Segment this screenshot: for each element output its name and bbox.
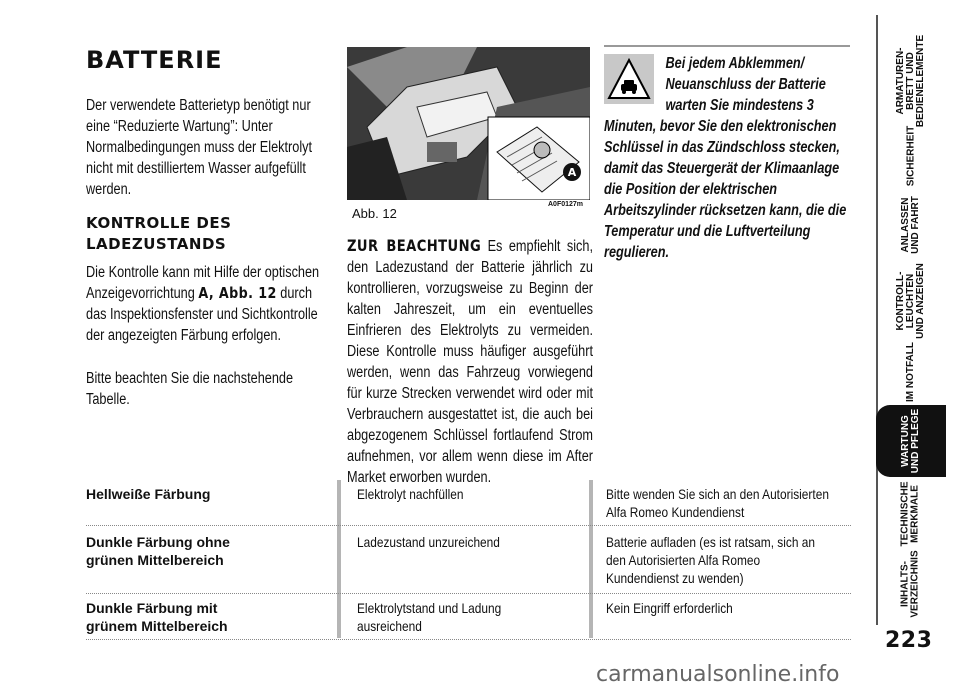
figure-reference: A, Abb. 12 [198,284,277,302]
tab-label: SICHERHEIT [905,125,916,187]
tab-label: INHALTS- VERZEICHNIS [899,550,921,618]
table-row [86,533,851,594]
tab-label: TECHNISCHE MERKMALE [899,481,921,547]
section-title: BATTERIE [86,46,223,74]
attention-text: Es empfiehlt sich, den Ladezustand der Batterie jährlich zu kontrollieren, vorzugsweise zu Beginn der kalten Jahreszeit, um ein eventuelles Einfrieren des Elektrolyts zu vermeiden. Diese Kontrolle muss häufiger ausgeführt werden, wenn das Fahrzeug vorwiegend für kurze Strecken verwendet wird oder mit Verbrauchern ausgestattet ist, die auch bei abgezogenem Schlüssel fortlaufend Strom aufnehmen, vor allem wenn diese im After Market erworben wurden. [347,238,593,486]
table-cell-state: Elektrolytstand und Ladung ausreichend [357,600,502,634]
battery-photo [347,47,590,200]
warning-text [604,53,850,263]
tab-label: IM NOTFALL [905,342,916,402]
table-cell-action: Batterie aufladen (es ist ratsam, sich an den Autorisierten Alfa Romeo Kundendienst zu wenden) [606,534,816,586]
tab-armaturenbrett[interactable] [876,34,946,128]
table-cell-color: Dunkle Färbung mit grünem Mittelbereich [86,600,228,634]
table-cell-action: Bitte wenden Sie sich an den Autorisierten Alfa Romeo Kundendienst [606,486,829,520]
table-row [86,599,851,640]
check-paragraph [86,262,332,346]
watermark: carmanualsonline.info [596,662,840,687]
table-cell-action: Kein Eingriff erforderlich [606,600,733,616]
warning-text-body: Bei jedem Abklemmen/ Neuanschluss der Batterie warten Sie mindestens 3 Minuten, bevor Sie den elektronischen Schlüssel in das Zündschloss stecken, damit das Steuergerät der Klimaanlage die Position der elektrischen Arbeitszylinder rücksetzen kann, die die Temperatur und die Luftverteilung regulieren. [604,55,847,261]
table-cell-state: Ladezustand unzureichend [357,534,500,550]
table-cell-color: Dunkle Färbung ohne grünen Mittelbereich [86,534,230,568]
table-cell-color: Hellweiße Färbung [86,486,211,502]
page-number: 223 [885,628,933,653]
tab-label: KONTROLL- LEUCHTEN UND ANZEIGEN [895,263,926,339]
tab-label: ARMATUREN- BRETT UND BEDIENELEMENTE [895,34,927,128]
warning-top-rule [604,45,850,47]
tab-technische-merkmale[interactable] [876,480,946,548]
subheading-charge-check: KONTROLLE DES LADEZUSTANDS [86,214,232,253]
tab-label: WARTUNG UND PFLEGE [899,408,921,474]
figure-label: Abb. 12 [352,206,397,221]
attention-lead: ZUR BEACHTUNG [347,236,482,255]
tab-sicherheit[interactable] [876,122,946,190]
tab-inhaltsverzeichnis[interactable] [876,550,946,618]
check-text-post: durch das Inspektionsfenster und Sichtkontrolle der angezeigten Färbung erfolgen. [86,285,318,344]
table-row [86,485,851,526]
tab-anlassen[interactable] [876,190,946,260]
figure-code: A0F0127m [548,201,584,208]
attention-paragraph [347,235,593,488]
warning-icon-spacer [604,53,666,116]
tab-kontrollleuchten[interactable] [876,260,946,342]
tab-im-notfall[interactable] [876,342,946,402]
tab-wartung[interactable] [876,405,946,477]
table-note: Bitte beachten Sie die nachstehende Tabelle. [86,370,294,408]
check-text-pre: Die Kontrolle kann mit Hilfe der optischen Anzeigevorrichtung [86,264,320,302]
figure-marker-a: A [567,166,577,179]
table-cell-state: Elektrolyt nachfüllen [357,486,464,502]
tab-label: ANLASSEN UND FAHRT [900,196,921,254]
intro-paragraph: Der verwendete Batterietyp benötigt nur eine “Reduzierte Wartung”: Unter Normalbedingungen muss der Elektrolyt nicht mit destilliertem Wasser aufgefüllt werden. [86,97,313,198]
